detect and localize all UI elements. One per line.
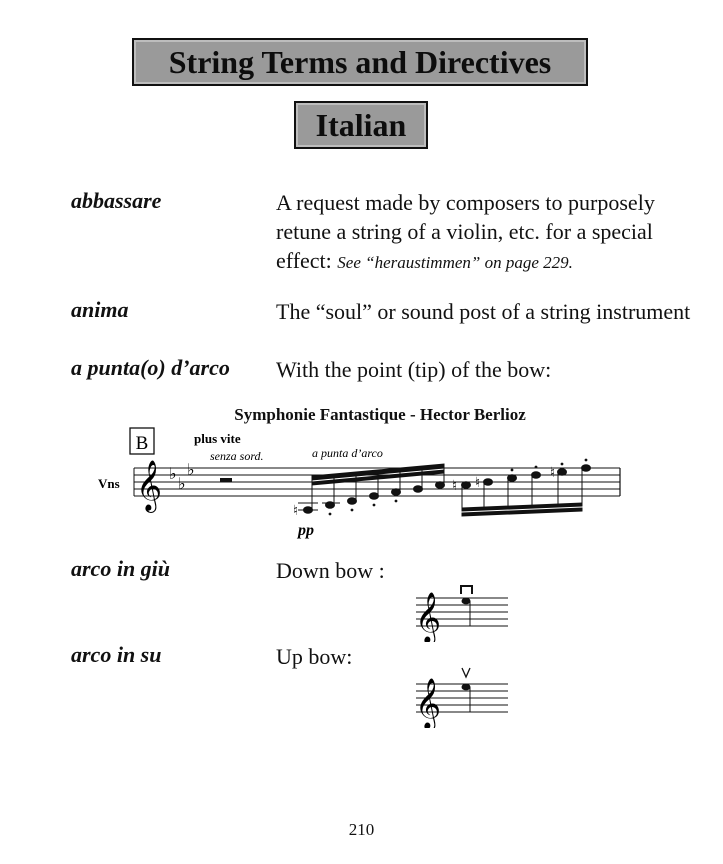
natural-icon: ♮ — [293, 504, 299, 519]
bowing-marking: a punta d’arco — [312, 446, 383, 460]
definition-arco-in-giu: Down bow : — [276, 558, 385, 583]
down-bow-staff — [412, 584, 512, 642]
rest-icon — [220, 478, 232, 482]
definition-a-punta-d-arco: With the point (tip) of the bow: — [276, 357, 552, 382]
down-bow-icon — [461, 586, 472, 594]
treble-clef-icon: 𝄞 — [415, 679, 442, 728]
section-title: Italian — [294, 101, 428, 149]
flat-icon: ♭ — [178, 476, 186, 493]
tempo-marking: plus vite — [194, 431, 241, 446]
music-example-staff — [90, 422, 630, 542]
term-arco-in-su: arco in su — [71, 642, 162, 667]
up-bow-icon — [462, 668, 470, 677]
natural-icon: ♮ — [475, 476, 481, 491]
mute-marking: senza sord. — [210, 449, 264, 463]
definition-text: A request made by composers to purposely retune a string of a violin, etc. for a special effect: — [276, 190, 655, 273]
term-abbassare: abbassare — [71, 188, 162, 213]
term-arco-in-giu: arco in giù — [71, 556, 171, 581]
page-number: 210 — [348, 820, 375, 839]
cross-reference-note: See “heraustimmen” on page 229. — [337, 253, 573, 272]
term-anima: anima — [71, 297, 129, 322]
natural-icon: ♮ — [452, 479, 458, 494]
definition-abbassare — [276, 188, 696, 277]
dynamic-marking: pp — [298, 522, 314, 539]
example-caption: Symphonie Fantastique - Hector Berlioz — [234, 405, 526, 424]
flat-icon: ♭ — [169, 466, 177, 483]
natural-icon: ♮ — [550, 466, 556, 481]
up-bow-staff — [412, 662, 512, 728]
term-a-punta-d-arco: a punta(o) d’arco — [71, 355, 230, 380]
definition-arco-in-su: Up bow: — [276, 644, 353, 669]
rehearsal-mark: B — [135, 433, 149, 454]
treble-clef-icon: 𝄞 — [136, 461, 163, 510]
flat-icon: ♭ — [187, 462, 195, 479]
treble-clef-icon: 𝄞 — [415, 593, 442, 642]
definition-anima: The “soul” or sound post of a string instrument — [276, 299, 691, 324]
page-title: String Terms and Directives — [132, 38, 588, 86]
instrument-label: Vns — [98, 476, 120, 491]
